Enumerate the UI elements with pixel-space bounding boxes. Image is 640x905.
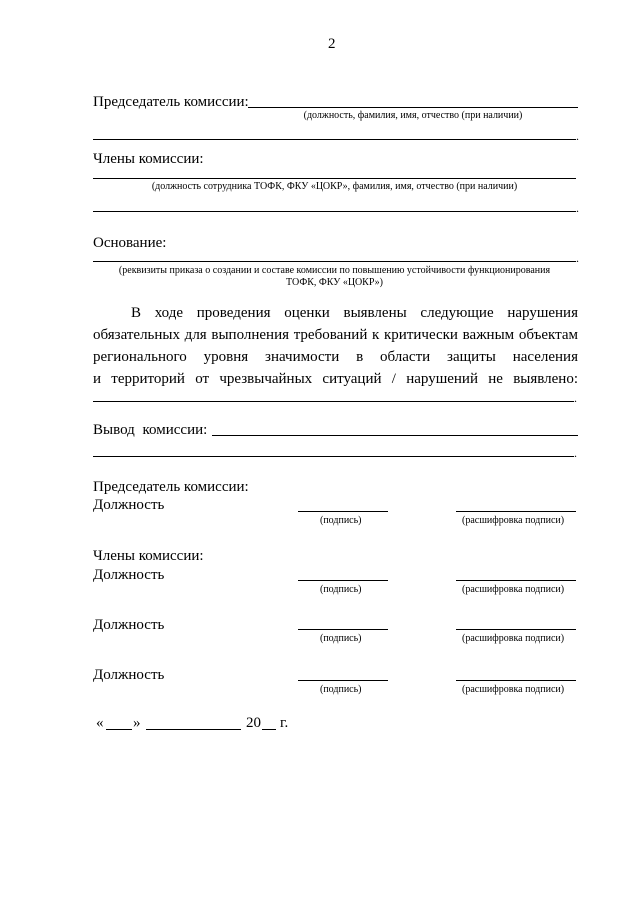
findings-line-3: регионального уровня значимости в области защиты населения bbox=[93, 349, 578, 365]
line-end-dot: . bbox=[576, 129, 579, 143]
members-line-2[interactable] bbox=[93, 211, 576, 212]
basis-hint-line1: (реквизиты приказа о создании и составе комиссии по повышению устойчивости функционирования bbox=[118, 265, 551, 276]
chairman-hint: (должность, фамилия, имя, отчество (при наличии) bbox=[303, 110, 523, 121]
conclusion-label: Вывод комиссии: bbox=[93, 422, 208, 438]
decoding-line[interactable] bbox=[456, 580, 576, 581]
date-open-quote: « bbox=[96, 715, 104, 731]
chairman-label: Председатель комиссии: bbox=[93, 94, 249, 110]
date-day-field[interactable] bbox=[106, 729, 132, 730]
members-hint: (должность сотрудника ТОФК, ФКУ «ЦОКР», фамилия, имя, отчество (при наличии) bbox=[151, 181, 518, 192]
decoding-caption: (расшифровка подписи) bbox=[462, 633, 565, 644]
signature-caption: (подпись) bbox=[320, 684, 362, 695]
signature-line[interactable] bbox=[298, 629, 388, 630]
conclusion-line[interactable] bbox=[212, 435, 578, 436]
sign-member-2-position: Должность bbox=[93, 617, 165, 633]
sign-chairman-position: Должность bbox=[93, 497, 165, 513]
findings-line-1: В ходе проведения оценки выявлены следующие нарушения bbox=[131, 305, 578, 321]
decoding-line[interactable] bbox=[456, 511, 576, 512]
page-number: 2 bbox=[328, 36, 336, 52]
decoding-caption: (расшифровка подписи) bbox=[462, 515, 565, 526]
signature-line[interactable] bbox=[298, 580, 388, 581]
basis-line[interactable] bbox=[93, 261, 576, 262]
date-year-prefix: 20 bbox=[246, 715, 261, 731]
decoding-line[interactable] bbox=[456, 680, 576, 681]
signature-line[interactable] bbox=[298, 680, 388, 681]
chairman-line-2[interactable] bbox=[93, 139, 576, 140]
date-close-quote: » bbox=[133, 715, 141, 731]
decoding-caption: (расшифровка подписи) bbox=[462, 684, 565, 695]
sign-members-label: Члены комиссии: bbox=[93, 548, 204, 564]
date-year-suffix: г. bbox=[280, 715, 289, 731]
basis-hint-line2: ТОФК, ФКУ «ЦОКР») bbox=[286, 277, 383, 288]
line-end-dot: . bbox=[574, 446, 577, 460]
members-label: Члены комиссии: bbox=[93, 151, 204, 167]
line-end-dot: . bbox=[576, 201, 579, 215]
signature-line[interactable] bbox=[298, 511, 388, 512]
signature-caption: (подпись) bbox=[320, 515, 362, 526]
conclusion-line-2[interactable] bbox=[93, 456, 574, 457]
findings-line-2: обязательных для выполнения требований к критически важным объектам bbox=[93, 327, 578, 343]
findings-line-4: и территорий от чрезвычайных ситуаций / нарушений не выявлено: bbox=[93, 371, 578, 387]
members-line[interactable] bbox=[93, 178, 576, 179]
date-year-field[interactable] bbox=[262, 729, 276, 730]
sign-chairman-label: Председатель комиссии: bbox=[93, 479, 249, 495]
basis-label: Основание: bbox=[93, 235, 167, 251]
date-month-field[interactable] bbox=[146, 729, 241, 730]
line-end-dot: . bbox=[576, 251, 579, 265]
decoding-caption: (расшифровка подписи) bbox=[462, 584, 565, 595]
chairman-line[interactable] bbox=[248, 107, 578, 108]
line-end-dot: . bbox=[574, 391, 577, 405]
sign-member-1-position: Должность bbox=[93, 567, 165, 583]
sign-member-3-position: Должность bbox=[93, 667, 165, 683]
signature-caption: (подпись) bbox=[320, 584, 362, 595]
signature-caption: (подпись) bbox=[320, 633, 362, 644]
findings-line[interactable] bbox=[93, 401, 574, 402]
decoding-line[interactable] bbox=[456, 629, 576, 630]
